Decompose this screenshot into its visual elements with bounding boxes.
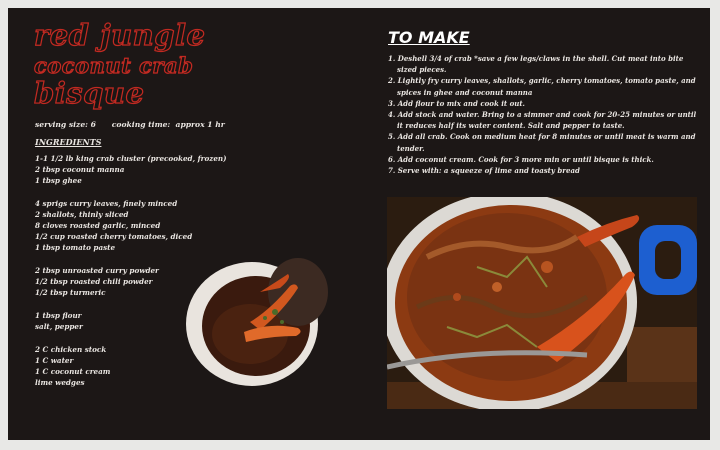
ingredient-item: 1 tbsp ghee — [35, 176, 82, 185]
ingredient-item: 8 cloves roasted garlic, minced — [35, 221, 161, 230]
instruction-step: 4. Add stock and water. Bring to a simmer and cook for 20-25 minutes or until it reduces half its water content. Salt and pepper to taste. — [388, 110, 697, 131]
title-line-2: coconut crab — [34, 53, 194, 78]
title-line-1: red jungle — [34, 18, 206, 52]
ingredient-item: 1 tbsp tomato paste — [35, 243, 116, 252]
ingredient-item: 1 tbsp flour — [35, 311, 82, 320]
ingredient-item: 1/2 tbsp turmeric — [35, 288, 106, 297]
ingredient-item: 2 tbsp unroasted curry powder — [35, 266, 159, 275]
ingredient-item: 2 tbsp coconut manna — [35, 165, 125, 174]
to-make-heading: TO MAKE — [388, 28, 470, 47]
ingredient-item: 2 shallots, thinly sliced — [35, 210, 129, 219]
instruction-steps — [388, 53, 698, 176]
cooking-time: cooking time: approx 1 hr — [111, 120, 225, 129]
ingredient-item: 1/2 tbsp roasted chili powder — [35, 277, 153, 286]
serving-size: serving size: 6 — [35, 120, 96, 129]
title-line-3: bisque — [34, 76, 145, 110]
ingredient-item: 4 sprigs curry leaves, finely minced — [35, 199, 178, 208]
instruction-step: 3. Add flour to mix and cook it out. — [388, 98, 525, 108]
bisque-pot-photo — [387, 197, 697, 409]
ingredient-item: salt, pepper — [35, 322, 83, 331]
ingredient-item: 1/2 cup roasted cherry tomatoes, diced — [35, 232, 193, 241]
ingredient-group — [35, 198, 275, 253]
instruction-step: 1. Deshell 3/4 of crab *save a few legs/claws in the shell. Cut meat into bite sized pieces. — [388, 54, 684, 75]
instruction-step: 2. Lightly fry curry leaves, shallots, garlic, cherry tomatoes, tomato paste, and spices in ghee and coconut manna — [388, 76, 696, 97]
instruction-step: 5. Add all crab. Cook on medium heat for 8 minutes or until meat is warm and tender. — [388, 132, 696, 153]
ingredient-group — [35, 153, 275, 186]
instruction-step: 7. Serve with: a squeeze of lime and toasty bread — [388, 166, 580, 176]
ingredient-item: lime wedges — [35, 378, 85, 387]
ingredient-item: 2 C chicken stock — [35, 345, 107, 354]
bisque-bowl-photo — [180, 252, 330, 392]
recipe-page — [8, 8, 710, 440]
recipe-meta — [35, 120, 225, 129]
instruction-step: 6. Add coconut cream. Cook for 3 more min or until bisque is thick. — [388, 154, 654, 164]
ingredient-item: 1 C coconut cream — [35, 367, 111, 376]
ingredient-item: 1 C water — [35, 356, 74, 365]
ingredient-item: 1-1 1/2 lb king crab cluster (precooked, frozen) — [35, 154, 227, 163]
ingredients-heading: INGREDIENTS — [35, 137, 102, 147]
